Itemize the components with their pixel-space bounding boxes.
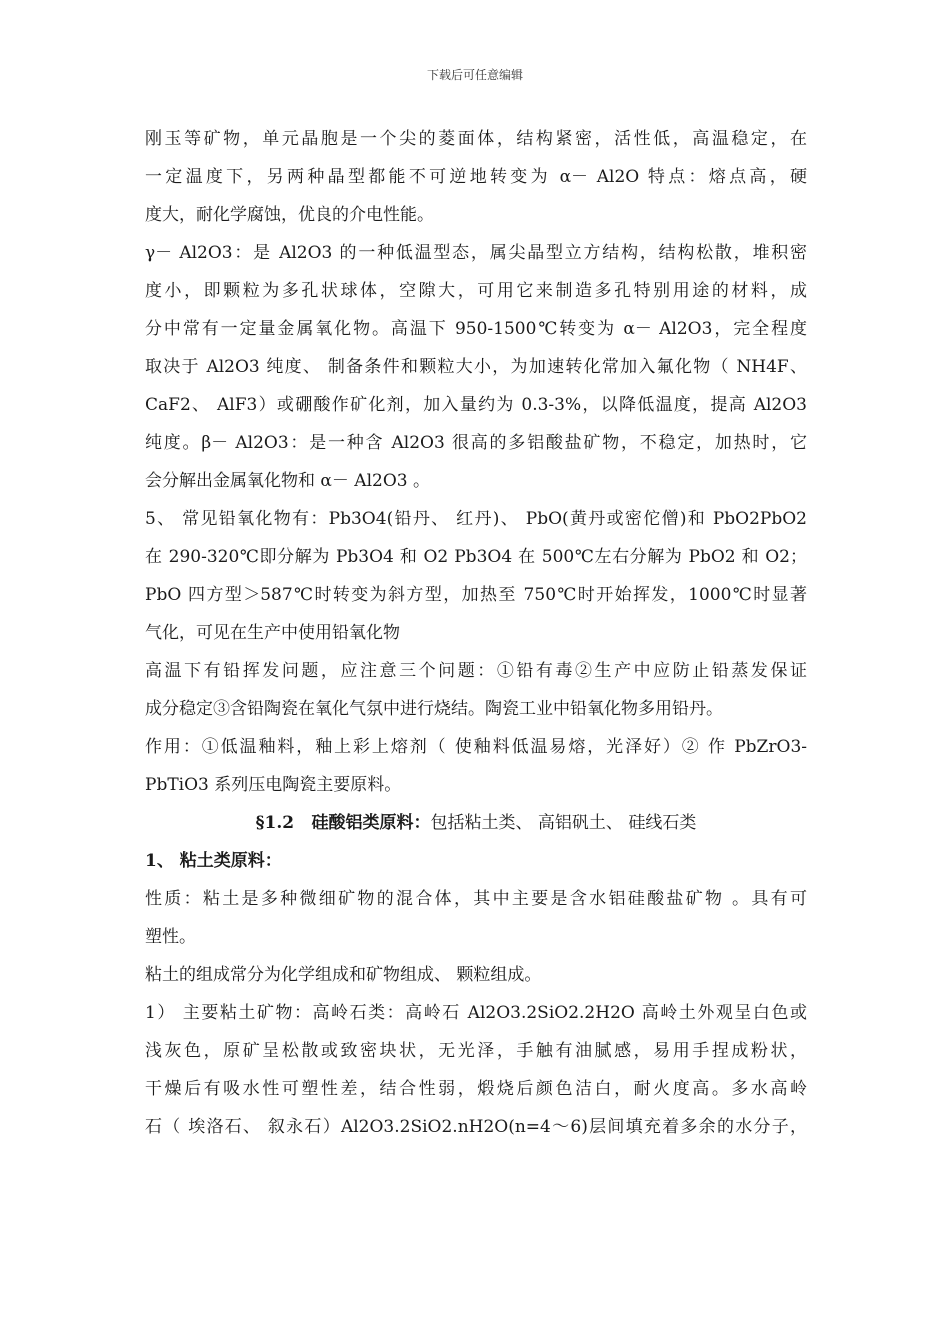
paragraph-line: 性质：粘土是多种微细矿物的混合体，其中主要是含水铝硅酸盐矿物 。具有可 bbox=[145, 889, 807, 909]
paragraph-line: 石（ 埃洛石、 叙永石）Al2O3.2SiO2.nH2O(n=4～6)层间填充着多余的水分子， bbox=[145, 1117, 807, 1137]
paragraph-line: 度大，耐化学腐蚀，优良的介电性能。 bbox=[145, 205, 434, 225]
paragraph-line: 干燥后有吸水性可塑性差，结合性弱，煅烧后颜色洁白，耐火度高。多水高岭 bbox=[145, 1079, 807, 1099]
paragraph-line: 取决于 Al2O3 纯度、 制备条件和颗粒大小，为加速转化常加入氟化物（ NH4F、 bbox=[145, 357, 807, 377]
section-heading bbox=[145, 804, 807, 842]
paragraph-line: 度小，即颗粒为多孔状球体，空隙大，可用它来制造多孔特别用途的材料，成 bbox=[145, 281, 807, 301]
paragraph-line: 作用：①低温釉料，釉上彩上熔剂（ 使釉料低温易熔，光泽好）② 作 PbZrO3- bbox=[145, 737, 807, 757]
paragraph-line: γ－ Al2O3：是 Al2O3 的一种低温型态，属尖晶型立方结构，结构松散，堆积密 bbox=[145, 243, 807, 263]
paragraph-line: 气化，可见在生产中使用铅氧化物 bbox=[145, 623, 400, 643]
paragraph-line: 高温下有铅挥发问题，应注意三个问题：①铅有毒②生产中应防止铅蒸发保证 bbox=[145, 661, 807, 681]
paragraph-line: 会分解出金属氧化物和 α－ Al2O3 。 bbox=[145, 471, 430, 491]
paragraph-line: PbO 四方型＞587℃时转变为斜方型，加热至 750℃时开始挥发，1000℃时显著 bbox=[145, 585, 807, 605]
paragraph-line: 分中常有一定量金属氧化物。高温下 950-1500℃转变为 α－ Al2O3，完全程度 bbox=[145, 319, 807, 339]
subsection-heading: 1、 粘土类原料： bbox=[145, 851, 282, 871]
paragraph-line: 纯度。β－ Al2O3：是一种含 Al2O3 很高的多铝酸盐矿物，不稳定，加热时，它 bbox=[145, 433, 807, 453]
page-header: 下载后可任意编辑 bbox=[426, 68, 523, 82]
paragraph-line: PbTiO3 系列压电陶瓷主要原料。 bbox=[145, 775, 402, 795]
paragraph-line: 塑性。 bbox=[145, 927, 196, 947]
section-number: §1.2 bbox=[255, 813, 295, 833]
paragraph-line: 粘土的组成常分为化学组成和矿物组成、 颗粒组成。 bbox=[145, 965, 542, 985]
paragraph-line: CaF2、 AlF3）或硼酸作矿化剂，加入量约为 0.3-3%，以降低温度，提高 Al2O3 bbox=[145, 395, 807, 415]
paragraph-line: 5、 常见铅氧化物有：Pb3O4(铅丹、 红丹)、 PbO(黄丹或密佗僧)和 PbO2PbO2 bbox=[145, 509, 807, 529]
paragraph-line: 一定温度下，另两种晶型都能不可逆地转变为 α－ Al2O 特点：熔点高，硬 bbox=[145, 167, 807, 187]
section-description: 包括粘土类、 高铝矾土、 硅线石类 bbox=[430, 813, 697, 833]
document-body bbox=[145, 120, 807, 1146]
paragraph-line: 刚玉等矿物，单元晶胞是一个尖的菱面体，结构紧密，活性低，高温稳定，在 bbox=[145, 129, 807, 149]
paragraph-line: 成分稳定③含铅陶瓷在氧化气氛中进行烧结。陶瓷工业中铅氧化物多用铅丹。 bbox=[145, 699, 723, 719]
section-title: 硅酸铝类原料： bbox=[311, 813, 431, 833]
paragraph-line: 在 290-320℃即分解为 Pb3O4 和 O2 Pb3O4 在 500℃左右分解为 PbO2 和 O2； bbox=[145, 547, 807, 567]
paragraph-line: 浅灰色，原矿呈松散或致密块状，无光泽，手触有油腻感，易用手捏成粉状， bbox=[145, 1041, 807, 1061]
paragraph-line: 1） 主要粘土矿物：高岭石类：高岭石 Al2O3.2SiO2.2H2O 高岭土外观呈白色或 bbox=[145, 1003, 807, 1023]
